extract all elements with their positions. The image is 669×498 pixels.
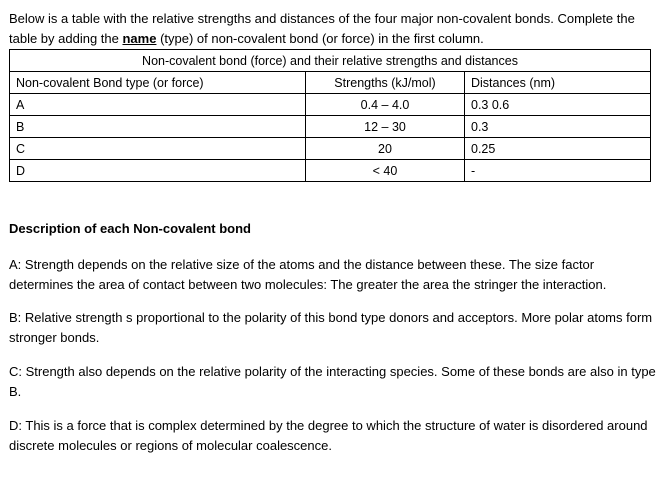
description-paragraph-d: D: This is a force that is complex determined by the degree to which the structure of water is disordered around discrete molecules or regions of molecular coalescence.	[9, 418, 648, 453]
intro-paragraph	[9, 9, 659, 49]
row-distance: 0.25	[465, 138, 651, 160]
row-label[interactable]: D	[10, 160, 306, 182]
description-paragraph-b: B: Relative strength s proportional to the polarity of this bond type donors and acceptors. More polar atoms form stronger bonds.	[9, 310, 653, 345]
table-caption-row	[10, 50, 651, 72]
intro-emphasis-name: name	[122, 31, 157, 46]
row-distance: -	[465, 160, 651, 182]
row-label[interactable]: C	[10, 138, 306, 160]
row-strength: 20	[306, 138, 465, 160]
row-label[interactable]: A	[10, 94, 306, 116]
row-distance: 0.3	[465, 116, 651, 138]
bond-table	[9, 49, 651, 182]
row-distance: 0.3 0.6	[465, 94, 651, 116]
header-strength: Strengths (kJ/mol)	[306, 72, 465, 94]
table-header-row	[10, 72, 651, 94]
table-row	[10, 116, 651, 138]
row-label[interactable]: B	[10, 116, 306, 138]
table-row	[10, 94, 651, 116]
intro-text-before: Below is a table with the relative strengths and distances of the four major non-covalent bonds. Complete the table by adding the	[9, 11, 635, 46]
description-paragraph-c: C: Strength also depends on the relative polarity of the interacting species. Some of these bonds are also in type B.	[9, 364, 656, 399]
table-row	[10, 160, 651, 182]
table-row	[10, 138, 651, 160]
row-strength: 0.4 – 4.0	[306, 94, 465, 116]
description-paragraph-a: A: Strength depends on the relative size of the atoms and the distance between these. The size factor determines the area of contact between two molecules: The greater the area the stringer the interaction.	[9, 257, 607, 292]
header-bond-type: Non-covalent Bond type (or force)	[10, 72, 306, 94]
row-strength: < 40	[306, 160, 465, 182]
row-strength: 12 – 30	[306, 116, 465, 138]
header-distance: Distances (nm)	[465, 72, 651, 94]
table-caption: Non-covalent bond (force) and their relative strengths and distances	[10, 50, 651, 72]
description-title: Description of each Non-covalent bond	[9, 221, 251, 236]
intro-text-after: (type) of non-covalent bond (or force) in the first column.	[156, 31, 484, 46]
